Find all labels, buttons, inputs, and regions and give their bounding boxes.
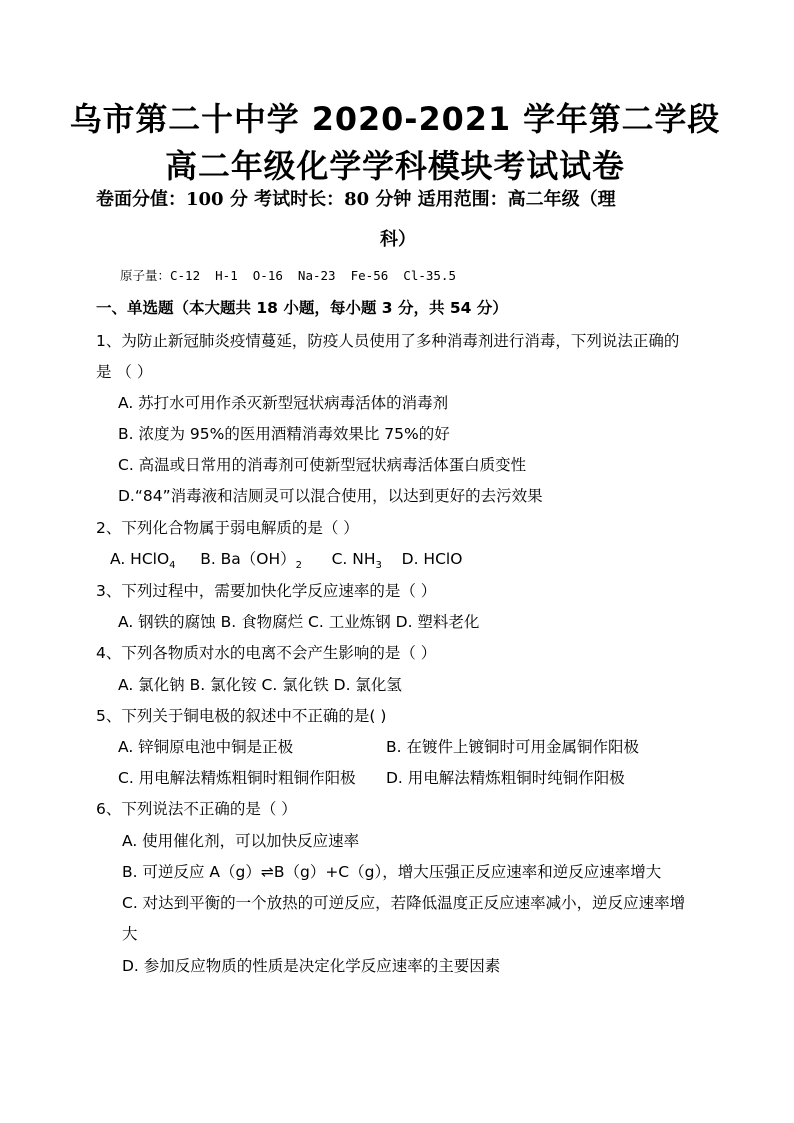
exam-title-line2: 高二年级化学学科模块考试试卷: [165, 147, 625, 185]
exam-info: [96, 180, 700, 260]
q3-stem: 3、下列过程中，需要加快化学反应速率的是（ ）: [96, 582, 437, 600]
q2-option-d: D. HClO: [401, 550, 463, 568]
exam-info-line1: 卷面分值：100 分 考试时长：80 分钟 适用范围：高二年级（理: [96, 189, 616, 210]
q6-stem: 6、下列说法不正确的是（ ）: [96, 800, 297, 818]
q5-option-c: C. 用电解法精炼粗铜时粗铜作阳极: [118, 769, 356, 787]
q5-option-d: D. 用电解法精炼粗铜时纯铜作阳极: [386, 769, 625, 787]
q2-options: [110, 547, 462, 571]
section-heading: 一、单选题（本大题共 18 小题，每小题 3 分，共 54 分）: [96, 299, 508, 317]
atomic-masses: 原子量：C-12 H-1 O-16 Na-23 Fe-56 Cl-35.5: [120, 268, 456, 283]
q1-option-b: B. 浓度为 95%的医用酒精消毒效果比 75%的好: [118, 425, 450, 443]
exam-info-line2: 科）: [380, 229, 416, 250]
q5-stem: 5、下列关于铜电极的叙述中不正确的是( ): [96, 707, 387, 725]
q2-stem: 2、下列化合物属于弱电解质的是（ ）: [96, 519, 359, 537]
q2-option-b: B. $Ba(OH)_2$: [200, 550, 303, 572]
q1-option-c: C. 高温或日常用的消毒剂可使新型冠状病毒活体蛋白质变性: [118, 456, 527, 474]
q6-option-a: A. 使用催化剂，可以加快反应速率: [122, 832, 360, 850]
q1-stem-line1: 1、为防止新冠肺炎疫情蔓延，防疫人员使用了多种消毒剂进行消毒，下列说法正确的: [96, 332, 680, 350]
q6-option-b: B. 可逆反应 A（g）⇌B（g）+C（g），增大压强正反应速率和逆反应速率增大: [122, 863, 662, 881]
q1-option-d: D.“84”消毒液和洁厕灵可以混合使用，以达到更好的去污效果: [118, 487, 543, 505]
exam-title-line1: 乌市第二十中学 2020-2021 学年第二学段: [69, 100, 721, 138]
q4-options: A. 氯化钠 B. 氯化铵 C. 氯化铁 D. 氯化氢: [118, 676, 402, 694]
q1-option-a: A. 苏打水可用作杀灭新型冠状病毒活体的消毒剂: [118, 394, 449, 412]
q5-option-a: A. 锌铜原电池中铜是正极: [118, 738, 294, 756]
q6-option-c-line2: 大: [122, 925, 138, 943]
q2-option-a: A. HClO$_4$: [110, 550, 176, 572]
q5-option-b: B. 在镀件上镀铜时可用金属铜作阳极: [386, 738, 639, 756]
q4-stem: 4、下列各物质对水的电离不会产生影响的是（ ）: [96, 644, 437, 662]
q2-option-c: C. $NH_3$: [331, 550, 382, 572]
q3-options: A. 钢铁的腐蚀 B. 食物腐烂 C. 工业炼钢 D. 塑料老化: [118, 613, 480, 631]
q6-option-d: D. 参加反应物质的性质是决定化学反应速率的主要因素: [122, 957, 501, 975]
q6-option-c-line1: C. 对达到平衡的一个放热的可逆反应，若降低温度正反应速率减小，逆反应速率增: [122, 894, 686, 912]
q1-stem-line2: 是 （ ）: [96, 363, 153, 381]
